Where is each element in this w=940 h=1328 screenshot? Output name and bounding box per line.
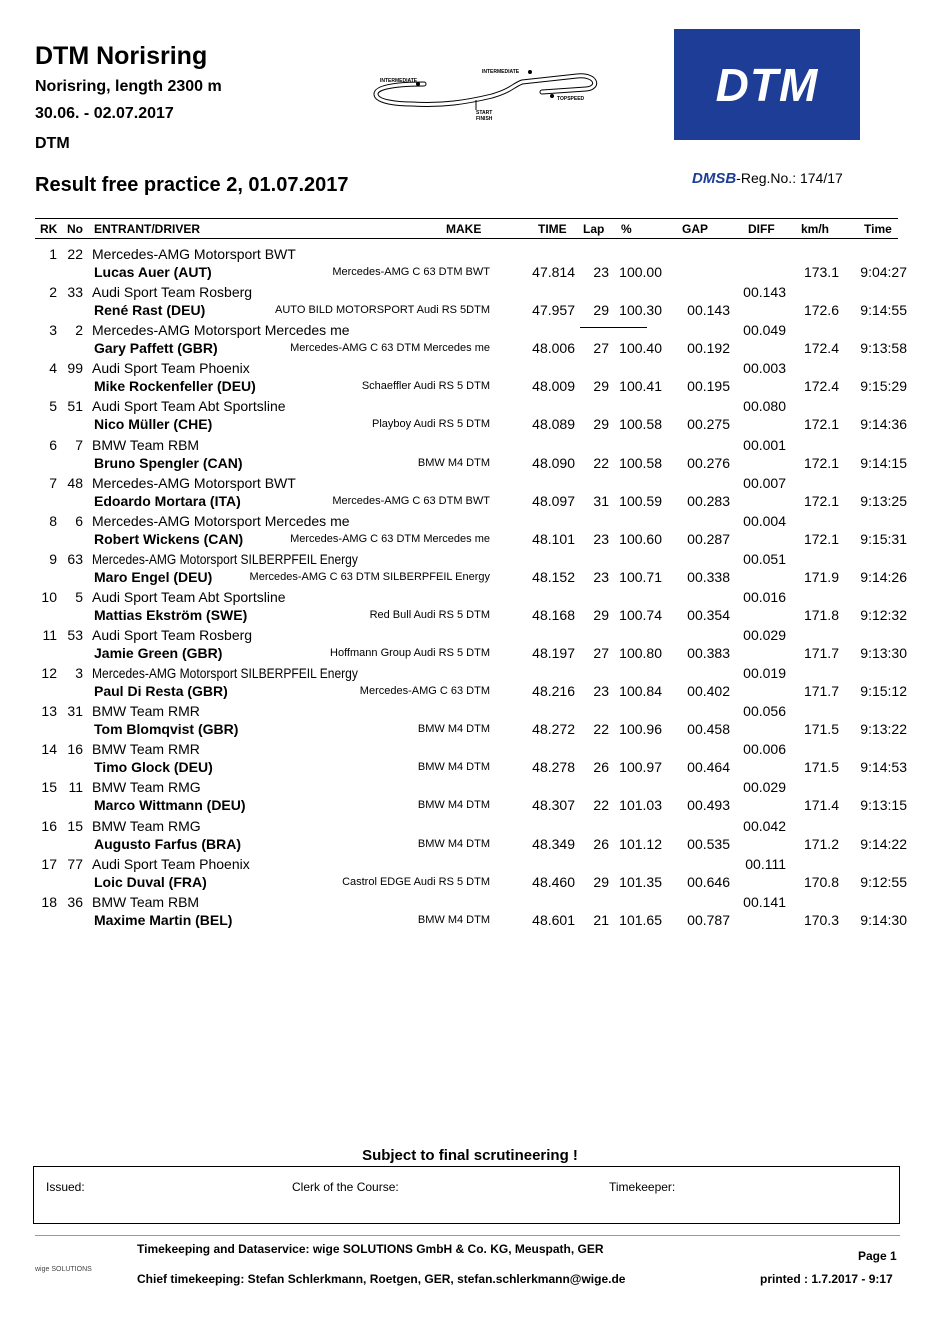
cell-rk: 17: [41, 855, 57, 872]
cell-diff: 00.049: [743, 322, 786, 339]
cell-tod: 9:13:15: [860, 797, 907, 814]
cell-diff: 00.004: [743, 512, 786, 529]
cell-kmh: 171.7: [803, 645, 839, 661]
cell-driver: Marco Wittmann (DEU): [94, 797, 246, 814]
cell-make: Playboy Audi RS 5 DTM: [372, 418, 490, 431]
cell-diff: 00.029: [743, 779, 786, 796]
cell-gap: 00.787: [687, 911, 730, 928]
cell-driver: Augusto Farfus (BRA): [94, 835, 241, 852]
cell-gap: 00.283: [687, 492, 730, 509]
cell-pct: 100.97: [619, 759, 662, 776]
cell-rk: 16: [41, 817, 57, 834]
map-label-intermediate-2: INTERMEDIATE: [482, 69, 520, 75]
cell-diff: 00.051: [743, 550, 786, 567]
cell-no: 99: [67, 360, 83, 377]
cell-time: 47.814: [532, 264, 575, 280]
cell-rk: 8: [49, 512, 57, 529]
cell-make: BMW M4 DTM: [417, 761, 490, 774]
event-title: DTM Norisring: [35, 42, 208, 70]
cell-pct: 101.03: [619, 797, 662, 814]
cell-driver: Maxime Martin (BEL): [94, 911, 233, 928]
cell-tod: 9:12:32: [860, 606, 907, 623]
col-lap: Lap: [583, 222, 605, 236]
cell-gap: 00.383: [687, 645, 730, 661]
dmsb-logo: DMSB: [692, 170, 737, 187]
cell-pct: 101.35: [619, 873, 662, 890]
best-time-underline: [580, 327, 647, 328]
cell-tod: 9:14:22: [860, 835, 907, 852]
cell-kmh: 171.9: [803, 568, 839, 585]
cell-pct: 100.00: [619, 264, 662, 280]
col-entrant: ENTRANT/DRIVER: [94, 222, 201, 236]
cell-no: 77: [67, 855, 83, 872]
cell-lap: 26: [593, 835, 609, 852]
cell-driver: Jamie Green (GBR): [94, 645, 223, 661]
cell-team: Mercedes-AMG Motorsport Mercedes me: [92, 322, 350, 339]
cell-kmh: 172.1: [803, 416, 839, 433]
cell-diff: 00.042: [743, 817, 786, 834]
cell-tod: 9:14:30: [860, 911, 907, 928]
cell-driver: Paul Di Resta (GBR): [94, 683, 228, 700]
cell-make: Castrol EDGE Audi RS 5 DTM: [342, 875, 490, 888]
cell-lap: 29: [593, 873, 609, 890]
map-label-finish: FINISH: [476, 116, 493, 122]
map-label-start: START: [476, 110, 493, 116]
footer-rule: [35, 1235, 900, 1236]
cell-tod: 9:13:22: [860, 721, 907, 738]
cell-time: 47.957: [532, 302, 575, 319]
cell-diff: 00.056: [743, 703, 786, 720]
cell-driver: Mike Rockenfeller (DEU): [94, 378, 256, 395]
cell-pct: 100.71: [619, 568, 662, 585]
clerk-label: Clerk of the Course:: [292, 1180, 399, 1194]
cell-kmh: 171.4: [803, 797, 839, 814]
cell-team: BMW Team RBM: [92, 893, 200, 910]
cell-pct: 101.65: [619, 911, 662, 928]
dtm-logo-text: DTM: [715, 58, 819, 111]
cell-rk: 9: [49, 550, 57, 567]
cell-kmh: 171.2: [803, 835, 839, 852]
cell-diff: 00.111: [745, 855, 786, 872]
col-time: TIME: [538, 222, 567, 236]
cell-rk: 18: [41, 893, 57, 910]
col-no: No: [67, 222, 83, 236]
cell-tod: 9:14:36: [860, 416, 907, 433]
cell-gap: 00.143: [687, 302, 730, 319]
cell-driver: Bruno Spengler (CAN): [94, 454, 243, 471]
cell-no: 15: [67, 817, 83, 834]
cell-lap: 23: [593, 568, 609, 585]
cell-lap: 29: [593, 378, 609, 395]
cell-kmh: 172.6: [803, 302, 839, 319]
cell-gap: 00.354: [687, 606, 730, 623]
cell-team: BMW Team RMR: [92, 703, 200, 720]
cell-diff: 00.016: [743, 588, 786, 605]
cell-pct: 100.60: [619, 530, 662, 547]
cell-lap: 29: [593, 302, 609, 319]
cell-team: BMW Team RBM: [92, 436, 200, 453]
topspeed-marker: [550, 94, 554, 98]
cell-diff: 00.003: [743, 360, 786, 377]
cell-make: Mercedes-AMG C 63 DTM BWT: [332, 266, 490, 278]
cell-driver: Nico Müller (CHE): [94, 416, 213, 433]
chief-timekeeping-line: Chief timekeeping: Stefan Schlerkmann, Roetgen, GER, stefan.schlerkmann@wige.de: [137, 1272, 626, 1286]
cell-driver: Tom Blomqvist (GBR): [94, 721, 239, 738]
cell-time: 48.090: [532, 454, 575, 471]
cell-team: Mercedes-AMG Motorsport BWT: [92, 474, 296, 491]
cell-team: Audi Sport Team Phoenix: [92, 855, 250, 872]
cell-gap: 00.287: [687, 530, 730, 547]
cell-time: 48.307: [532, 797, 575, 814]
scrutineering-note: Subject to final scrutineering !: [362, 1147, 578, 1164]
cell-diff: 00.019: [743, 665, 786, 682]
col-tod: Time: [864, 222, 892, 236]
cell-gap: 00.402: [687, 683, 730, 700]
cell-driver: Timo Glock (DEU): [94, 759, 213, 776]
cell-lap: 23: [593, 264, 609, 280]
map-label-intermediate-1: INTERMEDIATE: [380, 78, 418, 84]
cell-tod: 9:14:53: [860, 759, 907, 776]
cell-no: 5: [75, 588, 83, 605]
header-rule-top: [35, 218, 898, 219]
cell-kmh: 170.3: [803, 911, 839, 928]
cell-time: 48.009: [532, 378, 575, 395]
dataservice-line: Timekeeping and Dataservice: wige SOLUTIONS GmbH & Co. KG, Meuspath, GER: [137, 1242, 604, 1256]
cell-team: BMW Team RMR: [92, 741, 200, 758]
cell-tod: 9:13:30: [860, 645, 907, 661]
cell-make: BMW M4 DTM: [417, 799, 490, 812]
cell-rk: 2: [49, 284, 57, 301]
cell-diff: 00.029: [743, 627, 786, 643]
timekeeper-label: Timekeeper:: [609, 1180, 676, 1194]
cell-make: Mercedes-AMG C 63 DTM BWT: [332, 494, 490, 507]
cell-driver: Gary Paffett (GBR): [94, 340, 218, 357]
cell-time: 48.101: [532, 530, 575, 547]
cell-time: 48.089: [532, 416, 575, 433]
cell-pct: 100.59: [619, 492, 662, 509]
cell-no: 51: [67, 398, 83, 415]
col-kmh: km/h: [801, 222, 830, 236]
cell-rk: 14: [41, 741, 57, 758]
cell-kmh: 171.8: [803, 606, 839, 623]
cell-pct: 101.12: [619, 835, 662, 852]
cell-make: Mercedes-AMG C 63 DTM SILBERPFEIL Energy: [249, 570, 490, 583]
cell-no: 11: [68, 779, 83, 796]
cell-kmh: 172.1: [803, 454, 839, 471]
cell-pct: 100.84: [619, 683, 662, 700]
cell-tod: 9:15:12: [860, 683, 907, 700]
cell-gap: 00.646: [687, 873, 730, 890]
cell-no: 3: [75, 665, 83, 682]
cell-pct: 100.74: [619, 606, 662, 623]
cell-gap: 00.493: [687, 797, 730, 814]
cell-no: 53: [67, 627, 83, 643]
cell-time: 48.152: [532, 568, 575, 585]
cell-time: 48.460: [532, 873, 575, 890]
cell-time: 48.197: [532, 645, 575, 661]
dmsb-reg: [692, 170, 843, 187]
cell-driver: Lucas Auer (AUT): [94, 264, 212, 280]
cell-no: 63: [67, 550, 83, 567]
cell-no: 16: [67, 741, 83, 758]
cell-make: BMW M4 DTM: [417, 913, 490, 926]
cell-gap: 00.464: [687, 759, 730, 776]
cell-gap: 00.195: [687, 378, 730, 395]
cell-time: 48.272: [532, 721, 575, 738]
col-make: MAKE: [446, 222, 482, 236]
cell-kmh: 172.4: [803, 340, 839, 357]
cell-lap: 22: [593, 454, 609, 471]
reg-number: -Reg.No.: 174/17: [736, 170, 843, 186]
cell-driver: René Rast (DEU): [94, 302, 206, 319]
series-name: DTM: [35, 135, 70, 152]
cell-no: 2: [75, 322, 83, 339]
cell-diff: 00.007: [743, 474, 786, 491]
cell-make: Mercedes-AMG C 63 DTM Mercedes me: [290, 532, 490, 545]
cell-make: Mercedes-AMG C 63 DTM: [359, 685, 490, 698]
cell-lap: 27: [593, 645, 609, 661]
cell-kmh: 172.4: [803, 378, 839, 395]
cell-kmh: 173.1: [803, 264, 839, 280]
cell-rk: 1: [49, 246, 57, 262]
cell-diff: 00.143: [743, 284, 786, 301]
cell-lap: 22: [593, 797, 609, 814]
cell-team: Audi Sport Team Abt Sportsline: [92, 588, 286, 605]
cell-rk: 15: [41, 779, 57, 796]
cell-team: Audi Sport Team Abt Sportsline: [92, 398, 286, 415]
cell-gap: 00.338: [687, 568, 730, 585]
cell-kmh: 171.7: [803, 683, 839, 700]
cell-kmh: 170.8: [803, 873, 839, 890]
cell-tod: 9:12:55: [860, 873, 907, 890]
cell-team: Audi Sport Team Rosberg: [92, 627, 253, 643]
cell-lap: 29: [593, 416, 609, 433]
cell-pct: 100.80: [619, 645, 662, 661]
cell-make: BMW M4 DTM: [417, 723, 490, 736]
track-info: Norisring, length 2300 m: [35, 78, 222, 95]
cell-make: BMW M4 DTM: [417, 837, 490, 850]
cell-time: 48.349: [532, 835, 575, 852]
cell-rk: 12: [41, 665, 57, 682]
cell-rk: 10: [41, 588, 57, 605]
cell-team: BMW Team RMG: [92, 779, 201, 796]
cell-diff: 00.006: [743, 741, 786, 758]
cell-tod: 9:13:58: [860, 340, 907, 357]
cell-tod: 9:14:55: [860, 302, 907, 319]
col-gap: GAP: [682, 222, 709, 236]
cell-make: Mercedes-AMG C 63 DTM Mercedes me: [290, 342, 490, 355]
cell-no: 6: [75, 512, 83, 529]
cell-make: AUTO BILD MOTORSPORT Audi RS 5DTM: [275, 304, 490, 317]
cell-tod: 9:15:29: [860, 378, 907, 395]
cell-gap: 00.458: [687, 721, 730, 738]
cell-kmh: 171.5: [803, 721, 839, 738]
map-label-topspeed: TOPSPEED: [557, 96, 585, 102]
cell-lap: 31: [593, 492, 609, 509]
cell-team: Mercedes-AMG Motorsport SILBERPFEIL Energy: [92, 665, 358, 682]
cell-lap: 23: [593, 530, 609, 547]
cell-lap: 23: [593, 683, 609, 700]
cell-rk: 3: [49, 322, 57, 339]
cell-rk: 7: [49, 474, 57, 491]
cell-lap: 27: [593, 340, 609, 357]
cell-make: Hoffmann Group Audi RS 5 DTM: [330, 647, 490, 659]
cell-rk: 4: [49, 360, 57, 377]
cell-no: 48: [67, 474, 83, 491]
cell-kmh: 171.5: [803, 759, 839, 776]
col-rk: RK: [40, 222, 58, 236]
issued-label: Issued:: [46, 1180, 85, 1194]
cell-time: 48.006: [532, 340, 575, 357]
cell-time: 48.278: [532, 759, 575, 776]
cell-pct: 100.58: [619, 454, 662, 471]
cell-gap: 00.192: [687, 340, 730, 357]
intermediate-2-marker: [528, 70, 532, 74]
cell-time: 48.097: [532, 492, 575, 509]
cell-tod: 9:14:26: [860, 568, 907, 585]
cell-team: Audi Sport Team Phoenix: [92, 360, 250, 377]
cell-lap: 29: [593, 606, 609, 623]
cell-kmh: 172.1: [803, 530, 839, 547]
cell-time: 48.601: [532, 911, 575, 928]
cell-driver: Edoardo Mortara (ITA): [94, 492, 241, 509]
cell-kmh: 172.1: [803, 492, 839, 509]
cell-driver: Loic Duval (FRA): [94, 873, 207, 890]
cell-time: 48.216: [532, 683, 575, 700]
track-map: [372, 62, 602, 132]
cell-no: 36: [67, 893, 83, 910]
cell-tod: 9:13:25: [860, 492, 907, 509]
cell-gap: 00.276: [687, 454, 730, 471]
cell-pct: 100.58: [619, 416, 662, 433]
dtm-logo: [674, 29, 860, 140]
cell-pct: 100.96: [619, 721, 662, 738]
cell-diff: 00.141: [743, 893, 786, 910]
result-title: Result free practice 2, 01.07.2017: [35, 174, 349, 196]
cell-make: Schaeffler Audi RS 5 DTM: [361, 380, 490, 393]
cell-gap: 00.535: [687, 835, 730, 852]
cell-driver: Mattias Ekström (SWE): [94, 606, 248, 623]
cell-diff: 00.080: [743, 398, 786, 415]
header-rule-bottom: [35, 238, 898, 239]
cell-driver: Maro Engel (DEU): [94, 568, 213, 585]
cell-rk: 11: [42, 627, 57, 643]
cell-lap: 21: [593, 911, 609, 928]
cell-no: 7: [75, 436, 83, 453]
cell-diff: 00.001: [743, 436, 786, 453]
cell-rk: 5: [49, 398, 57, 415]
event-dates: 30.06. - 02.07.2017: [35, 105, 174, 122]
cell-team: Audi Sport Team Rosberg: [92, 284, 253, 301]
page-number: Page 1: [858, 1249, 897, 1263]
cell-rk: 13: [41, 703, 57, 720]
cell-team: BMW Team RMG: [92, 817, 201, 834]
cell-team: Mercedes-AMG Motorsport Mercedes me: [92, 512, 350, 529]
cell-pct: 100.40: [619, 340, 662, 357]
printed-timestamp: printed : 1.7.2017 - 9:17: [760, 1272, 893, 1286]
col-pct: %: [621, 222, 632, 236]
cell-driver: Robert Wickens (CAN): [94, 530, 244, 547]
cell-make: BMW M4 DTM: [417, 456, 490, 469]
cell-tod: 9:14:15: [860, 454, 907, 471]
cell-pct: 100.30: [619, 302, 662, 319]
cell-pct: 100.41: [619, 378, 662, 395]
cell-team: Mercedes-AMG Motorsport BWT: [92, 246, 296, 262]
cell-no: 31: [67, 703, 83, 720]
signature-box: [33, 1166, 900, 1224]
cell-no: 33: [67, 284, 83, 301]
wige-logo: wige SOLUTIONS: [35, 1266, 92, 1273]
cell-tod: 9:04:27: [860, 264, 907, 280]
cell-team: Mercedes-AMG Motorsport SILBERPFEIL Energy: [92, 550, 358, 567]
cell-make: Red Bull Audi RS 5 DTM: [369, 608, 490, 621]
cell-lap: 22: [593, 721, 609, 738]
cell-time: 48.168: [532, 606, 575, 623]
cell-no: 22: [67, 246, 83, 262]
cell-gap: 00.275: [687, 416, 730, 433]
cell-lap: 26: [593, 759, 609, 776]
col-diff: DIFF: [748, 222, 775, 236]
cell-rk: 6: [49, 436, 57, 453]
cell-tod: 9:15:31: [860, 530, 907, 547]
